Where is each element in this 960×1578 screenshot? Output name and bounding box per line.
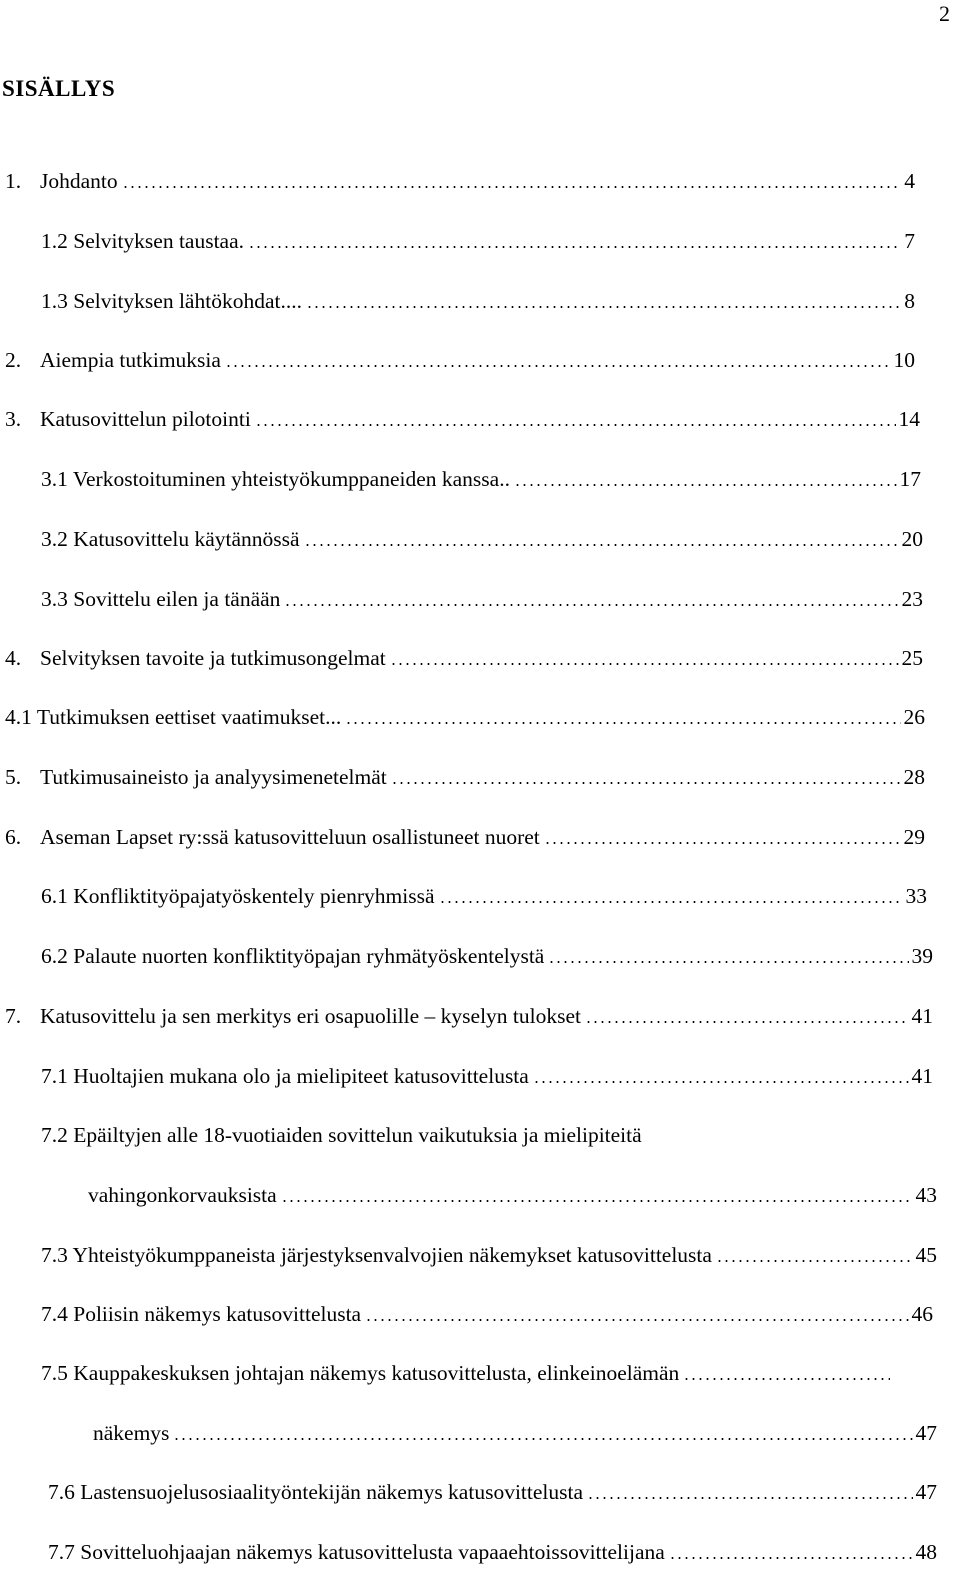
toc-entry (41, 1061, 933, 1089)
toc-heading: SISÄLLYS (2, 76, 116, 101)
toc-entry-title: näkemys (93, 1421, 170, 1445)
toc-entry (5, 1001, 933, 1029)
toc-entry (41, 881, 927, 909)
toc-leader-dots (365, 1319, 908, 1321)
toc-entry-title: Tutkimusaineisto ja analyysimenetelmät (40, 765, 387, 789)
toc-leader-dots (281, 1200, 913, 1202)
toc-entry-page: 47 (915, 1421, 937, 1445)
toc-entry-page: 17 (899, 467, 921, 491)
toc-leader-dots (587, 1497, 912, 1499)
toc-entry-page: 10 (893, 348, 915, 372)
toc-leader-dots (716, 1260, 913, 1262)
toc-entry-page: 39 (911, 944, 933, 968)
toc-entry-number: 6. (5, 825, 22, 849)
toc-entry-title: 7.4 Poliisin näkemys katusovittelusta (41, 1302, 362, 1326)
toc-entry-title: Selvityksen tavoite ja tutkimusongelmat (40, 646, 386, 670)
toc-entry (5, 702, 925, 730)
toc-entry (41, 226, 915, 254)
toc-entry-page: 45 (915, 1243, 937, 1267)
toc-leader-dots (585, 1021, 909, 1023)
toc-leader-dots (306, 306, 901, 308)
toc-entry (5, 822, 925, 850)
toc-leader-dots (225, 365, 891, 367)
toc-entry (48, 1477, 937, 1505)
toc-entry-title: Johdanto (40, 169, 118, 193)
toc-entry-page: 4 (904, 169, 915, 193)
toc-leader-dots (304, 544, 899, 546)
toc-leader-dots (345, 722, 900, 724)
toc-entry-title: Aseman Lapset ry:ssä katusovitteluun osallistuneet nuoret (40, 825, 540, 849)
toc-entry (41, 1240, 937, 1268)
toc-entry-page: 29 (903, 825, 925, 849)
toc-entry-title: 7.5 Kauppakeskuksen johtajan näkemys katusovittelusta, elinkeinoelämän (41, 1361, 680, 1385)
toc-leader-dots (284, 604, 898, 606)
toc-leader-dots (439, 901, 903, 903)
toc-entry-page: 47 (915, 1480, 937, 1504)
toc-entry-title: 1.2 Selvityksen taustaa. (41, 229, 245, 253)
toc-entry-page: 48 (915, 1540, 937, 1564)
toc-entry-page: 23 (901, 587, 923, 611)
toc-leader-dots (173, 1438, 912, 1440)
toc-entry-page: 25 (901, 646, 923, 670)
toc-entry (41, 584, 923, 612)
toc-entry (41, 464, 921, 492)
toc-entry-title: Katusovittelu ja sen merkitys eri osapuolille – kyselyn tulokset (40, 1004, 581, 1028)
toc-entry (5, 404, 920, 432)
toc-entry-title: Katusovittelun pilotointi (40, 407, 251, 431)
toc-entry-title: 7.1 Huoltajien mukana olo ja mielipiteet katusovittelusta (41, 1064, 529, 1088)
toc-entry (48, 1537, 937, 1565)
toc-entry-title: 3.1 Verkostoituminen yhteistyökumppaneiden kanssa.. (41, 467, 510, 491)
toc-entry-title: 6.2 Palaute nuorten konfliktityöpajan ryhmätyöskentelystä (41, 944, 545, 968)
toc-entry-number: 3. (5, 407, 22, 431)
toc-entry-page: 28 (903, 765, 925, 789)
toc-entry (41, 1120, 933, 1148)
toc-entry-page: 8 (904, 289, 915, 313)
toc-entry (5, 345, 915, 373)
toc-entry-page: 41 (911, 1064, 933, 1088)
toc-leader-dots (255, 424, 896, 426)
toc-leader-dots (544, 842, 901, 844)
toc-leader-dots (122, 186, 902, 188)
toc-entry-number: 7. (5, 1004, 22, 1028)
toc-entry-page: 20 (901, 527, 923, 551)
toc-entry (41, 1358, 893, 1386)
toc-leader-dots (533, 1081, 909, 1083)
toc-leader-dots (391, 782, 901, 784)
toc-entry-title: 6.1 Konfliktityöpajatyöskentely pienryhmissä (41, 884, 435, 908)
toc-entry-number: 4. (5, 646, 22, 670)
page-number: 2 (939, 1, 950, 26)
toc-entry-title: 3.2 Katusovittelu käytännössä (41, 527, 300, 551)
toc-entry (5, 643, 923, 671)
toc-entry-title: 1.3 Selvityksen lähtökohdat.... (41, 289, 302, 313)
toc-entry (5, 166, 915, 194)
toc-entry (41, 286, 915, 314)
toc-leader-dots (390, 663, 899, 665)
toc-leader-dots (514, 484, 897, 486)
toc-entry-title: 7.7 Sovitteluohjaajan näkemys katusovittelusta vapaaehtoissovittelijana (48, 1540, 665, 1564)
toc-entry-page: 26 (903, 705, 925, 729)
toc-entry (93, 1418, 937, 1446)
toc-entry-title: 7.2 Epäiltyjen alle 18-vuotiaiden sovittelun vaikutuksia ja mielipiteitä (41, 1123, 642, 1147)
toc-entry-page: 43 (915, 1183, 937, 1207)
toc-leader-dots (248, 246, 901, 248)
toc-entry-number: 5. (5, 765, 22, 789)
toc-entry (41, 524, 923, 552)
toc-entry-title: 3.3 Sovittelu eilen ja tänään (41, 587, 281, 611)
toc-leader-dots (669, 1557, 913, 1559)
toc-entry-page: 33 (905, 884, 927, 908)
toc-entry-title: 7.6 Lastensuojelusosiaalityöntekijän näkemys katusovittelusta (48, 1480, 584, 1504)
toc-entry-number: 2. (5, 348, 22, 372)
toc-entry (5, 762, 925, 790)
toc-entry-page: 41 (911, 1004, 933, 1028)
toc-entry (41, 941, 933, 969)
toc-entry-page: 14 (898, 407, 920, 431)
toc-leader-dots (683, 1378, 890, 1380)
toc-entry (88, 1180, 937, 1208)
toc-entry-number: 1. (5, 169, 22, 193)
toc-entry-page: 7 (904, 229, 915, 253)
toc-entry-title: 4.1 Tutkimuksen eettiset vaatimukset... (5, 705, 342, 729)
toc-entry-page: 46 (911, 1302, 933, 1326)
toc-entry-title: Aiempia tutkimuksia (40, 348, 221, 372)
toc-entry (41, 1299, 933, 1327)
toc-leader-dots (548, 961, 908, 963)
toc-entry-title: 7.3 Yhteistyökumppaneista järjestyksenvalvojien näkemykset katusovittelusta (41, 1243, 712, 1267)
toc-entry-title: vahingonkorvauksista (88, 1183, 277, 1207)
